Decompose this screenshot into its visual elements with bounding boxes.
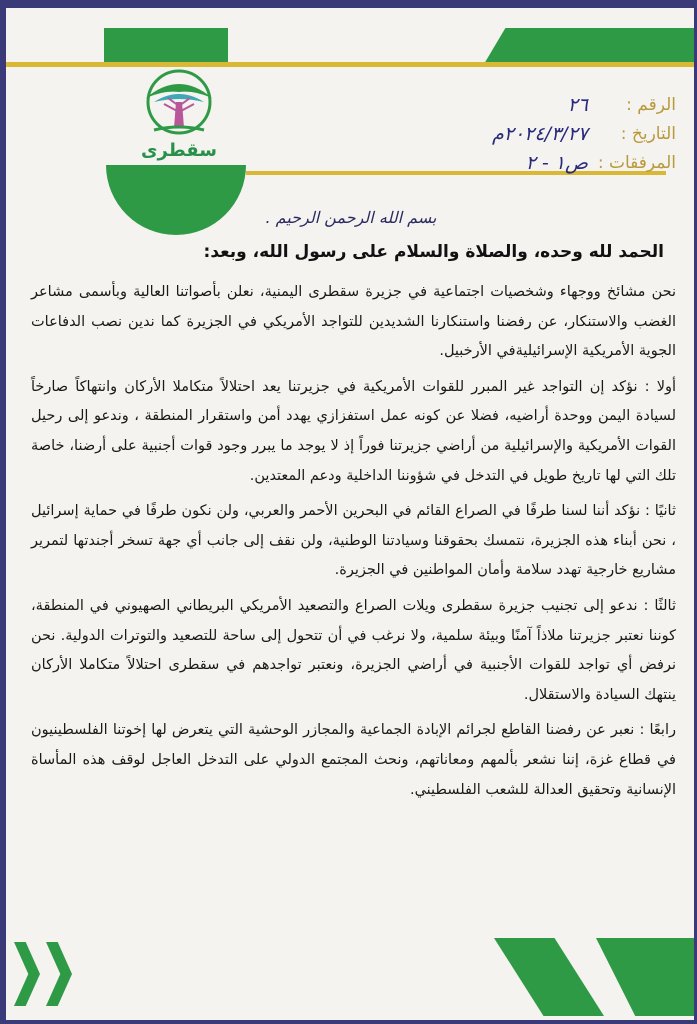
- chevron-right-icon: [14, 942, 40, 1006]
- footer-green-slant-left: [494, 938, 604, 1016]
- sokotra-logo: [124, 68, 234, 168]
- number-label: الرقم :: [626, 94, 676, 115]
- attachments-label: المرفقات :: [597, 152, 676, 173]
- reference-block: [406, 90, 676, 177]
- letter-body: [31, 278, 676, 811]
- logo-name: سقطرى: [141, 140, 217, 161]
- footer-green-slant-right: [596, 938, 694, 1016]
- top-right-green-bar: [484, 28, 694, 64]
- letter-page: [6, 8, 694, 1020]
- top-left-green-bar: [104, 28, 228, 62]
- header-green-half-circle: [106, 165, 246, 235]
- intro-paragraph: نحن مشائخ ووجهاء وشخصيات اجتماعية في جزيرة سقطرى اليمنية، نعلن بأصواتنا العالية وبأسمى مشاعر الغضب والاستنكار، عن رفضنا واستنكارنا الشديدين للتواجد الأمريكي في الجزيرة كما ندين نصب الدفاعات الجوية الأمريكية الإسرائيليةفي الأرخبيل.: [31, 284, 676, 360]
- top-gold-line: [6, 62, 694, 67]
- number-value: ٢٦: [567, 93, 588, 116]
- attachments-value: ص١ - ٢: [525, 151, 588, 174]
- greeting: الحمد لله وحده، والصلاة والسلام على رسول الله، وبعد:: [203, 242, 664, 262]
- chevron-right-icon: [46, 942, 72, 1006]
- point-four-paragraph: رابعًا : نعبر عن رفضنا القاطع لجرائم الإبادة الجماعية والمجازر الوحشية التي يتعرض لها إخوتنا الفلسطينيون في قطاع غزة، إننا نشعر بألمهم ومعاناتهم، ونحث المجتمع الدولي على التدخل العاجل لوقف هذه المأساة الإنسانية وتحقيق العدالة للشعب الفلسطيني.: [31, 722, 676, 798]
- point-three-paragraph: ثالثًا : ندعو إلى تجنيب جزيرة سقطرى ويلات الصراع والتصعيد الأمريكي البريطاني الصهيوني في المنطقة، كوننا نعتبر جزيرتنا ملاذاً آمنًا وبيئة سلمية، ولا نرغب في أن تتحول إلى ساحة للتصعيد والتوترات الدولية. نحن نرفض أي تواجد للقوات الأجنبية في أراضي الجزيرة، ونعتبر تواجدهم في سقطرى احتلالاً متكاملا الأركان ينتهك السيادة والاستقلال.: [31, 597, 676, 703]
- basmala: بسم الله الرحمن الرحيم .: [265, 208, 437, 227]
- footer-chevrons: [14, 942, 90, 1006]
- point-one-paragraph: أولا : نؤكد إن التواجد غير المبرر للقوات الأمريكية في جزيرتنا يعد احتلالاً متكاملا الأركان وانتهاكاً صارخاً لسيادة اليمن ووحدة أراضيه، فضلا عن كونه عمل استفزازي يهدد أمن واستقرار المنطقة ، وندعو إلى رحيل القوات الأمريكية والإسرائيلية من أراضي جزيرتنا فوراً إذ لا يوجد ما يبرر وجود قوات أجنبية على أرضنا، خاصة تلك التي لها تاريخ طويل في التدخل في شؤوننا الداخلية ودعم المعتدين.: [31, 378, 676, 484]
- dragon-blood-tree-icon: [124, 68, 234, 142]
- date-row: [406, 119, 676, 148]
- attachments-row: [406, 148, 676, 177]
- number-row: [406, 90, 676, 119]
- point-two-paragraph: ثانيًا : نؤكد أننا لسنا طرفًا في الصراع القائم في البحرين الأحمر والعربي، ولن نكون طرفًا في حماية إسرائيل ، نحن أبناء هذه الجزيرة، نتمسك بحقوقنا وسيادتنا الوطنية، ولن نقف إلى جانب أي جهة تسخر أجندتها لتمرير مشاريع خارجية تهدد سلامة وأمان المواطنين في الجزيرة.: [31, 503, 676, 579]
- date-label: التاريخ :: [620, 123, 676, 144]
- date-value: ٢٠٢٤/٣/٢٧م: [491, 122, 588, 145]
